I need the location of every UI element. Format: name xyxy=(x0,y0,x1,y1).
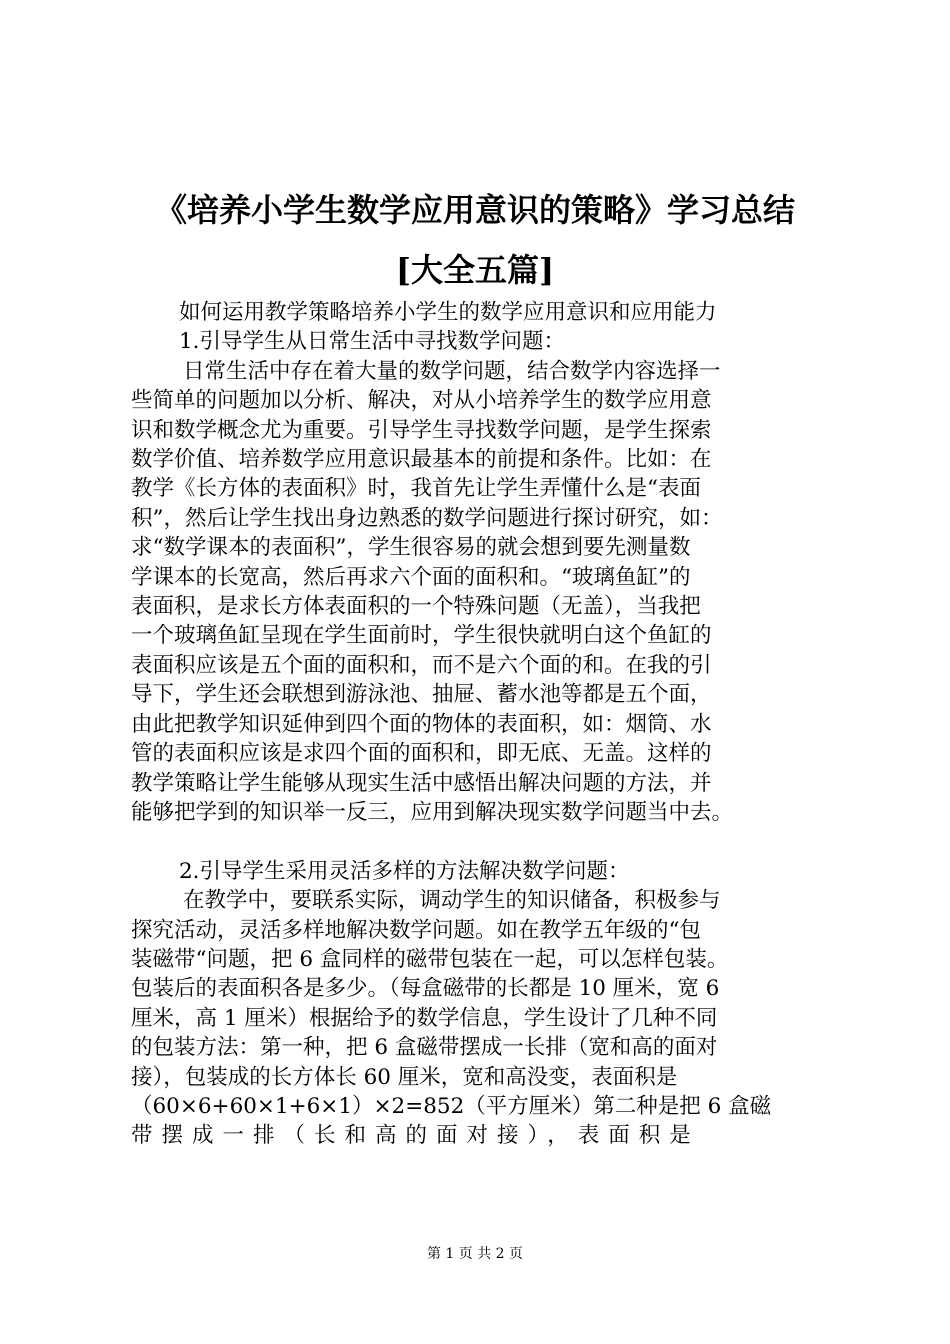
paragraph-line: 表面积，是求长方体表面积的一个特殊问题（无盖），当我把 xyxy=(131,594,701,620)
paragraph-line: 管的表面积应该是求四个面的面积和，即无底、无盖。这样的 xyxy=(131,741,712,767)
paragraph-line: 数学价值、培养数学应用意识最基本的前提和条件。比如：在 xyxy=(131,447,712,473)
paragraph-line: 些简单的问题加以分析、解决，对从小培养学生的数学应用意 xyxy=(131,388,712,414)
paragraph-line: 探究活动，灵活多样地解决数学问题。如在教学五年级的“包 xyxy=(131,917,701,943)
paragraph-line: 求“数学课本的表面积”，学生很容易的就会想到要先测量数 xyxy=(131,535,691,561)
paragraph-line: 学课本的长宽高，然后再求六个面的面积和。“玻璃鱼缸”的 xyxy=(131,564,691,590)
intro-line: 如何运用教学策略培养小学生的数学应用意识和应用能力 xyxy=(179,300,717,325)
paragraph-line: 教学策略让学生能够从现实生活中感悟出解决问题的方法，并 xyxy=(131,770,712,796)
paragraph-line: 积”，然后让学生找出身边熟悉的数学问题进行探讨研究，如： xyxy=(131,505,723,531)
paragraph-line: 在教学中，要联系实际，调动学生的知识储备，积极参与 xyxy=(183,888,721,914)
paragraph-line: 接），包装成的长方体长 60 厘米，宽和高没变，表面积是 xyxy=(131,1064,678,1090)
paragraph-line: 由此把教学知识延伸到四个面的物体的表面积，如：烟筒、水 xyxy=(131,711,712,737)
document-title-subtitle: [大全五篇] xyxy=(395,251,555,289)
paragraph-line: 装磁带“问题，把 6 盒同样的磁带包装在一起，可以怎样包装。 xyxy=(131,946,729,972)
paragraph-line: 带摆成一排（长和高的面对接），表面积是 xyxy=(131,1123,700,1149)
paragraph-line: 的包装方法：第一种，把 6 盒磁带摆成一长排（宽和高的面对 xyxy=(131,1035,718,1061)
paragraph-line: 教学《长方体的表面积》时，我首先让学生弄懂什么是“表面 xyxy=(131,476,701,502)
document-title: 《培养小学生数学应用意识的策略》学习总结 xyxy=(154,191,795,229)
paragraph-line: 厘米，高 1 厘米）根据给予的数学信息，学生设计了几种不同 xyxy=(131,1005,718,1031)
section-heading-1: 1.引导学生从日常生活中寻找数学问题： xyxy=(179,329,566,355)
paragraph-line: 表面积应该是五个面的面积和，而不是六个面的和。在我的引 xyxy=(131,652,712,678)
page-footer: 第 1 页 共 2 页 xyxy=(426,1246,524,1262)
document-body xyxy=(131,298,834,1151)
paragraph-line: 一个玻璃鱼缸呈现在学生面前时，学生很快就明白这个鱼缸的 xyxy=(131,623,712,649)
paragraph-line: 识和数学概念尤为重要。引导学生寻找数学问题，是学生探索 xyxy=(131,417,712,443)
paragraph-spacer xyxy=(131,827,834,856)
paragraph-line: 包装后的表面积各是多少。（每盒磁带的长都是 10 厘米，宽 6 xyxy=(131,976,720,1002)
section-heading-2: 2.引导学生采用灵活多样的方法解决数学问题： xyxy=(179,858,630,884)
paragraph-line: 日常生活中存在着大量的数学问题，结合数学内容选择一 xyxy=(183,358,721,384)
paragraph-line: （60×6+60×1+6×1）×2=852（平方厘米）第二种是把 6 盒磁 xyxy=(131,1093,772,1119)
paragraph-line: 能够把学到的知识举一反三，应用到解决现实数学问题当中去。 xyxy=(131,799,734,825)
paragraph-line: 导下，学生还会联想到游泳池、抽屉、蓄水池等都是五个面， xyxy=(131,682,712,708)
